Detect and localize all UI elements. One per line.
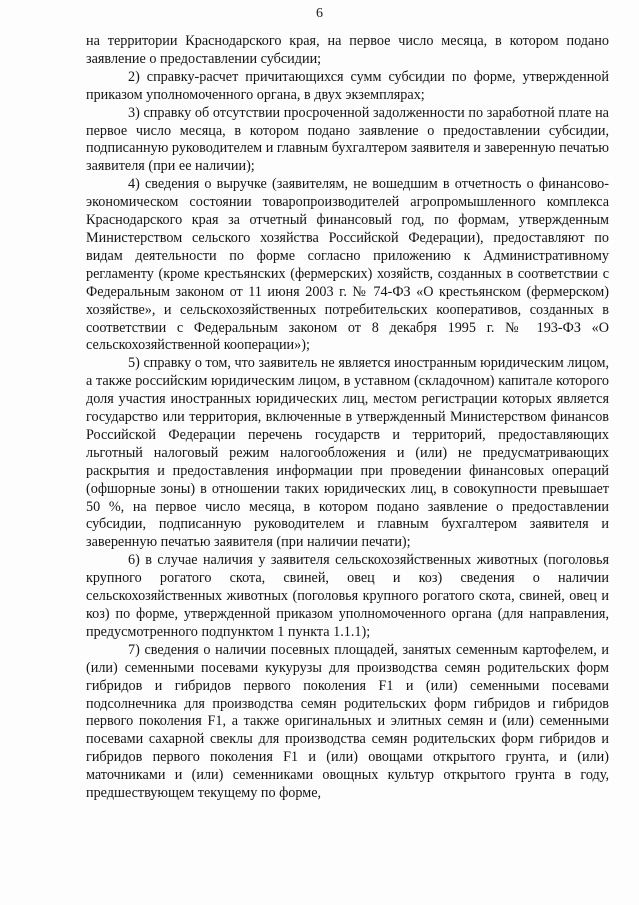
paragraph-item-4: 4) сведения о выручке (заявителям, не вошедшим в отчетность о финансово-экономическом состоянии товаропроизводителей агропромышленного комплекса Краснодарского края за отчетный финансовый год, по формам, утвержденным Министерством сельского хозяйства Российской Федерации), предоставляют по видам деятельности по форме согласно приложению к Административному регламенту (кроме крестьянских (фермерских) хозяйств, созданных в соответствии с Федеральным законом от 11 июня 2003 г. № 74-ФЗ «О крестьянском (фермерском) хозяйстве», и сельскохозяйственных потребительских кооперативов, созданных в соответствии с Федеральным законом от 8 декабря 1995 г. № 193-ФЗ «О сельскохозяйственной кооперации»); xyxy=(86,176,609,354)
paragraph-item-3: 3) справку об отсутствии просроченной задолженности по заработной плате на первое число месяца, в котором подано заявление о предоставлении субсидии, подписанную руководителем и главным бухгалтером заявителя и заверенную печатью заявителя (при ее наличии); xyxy=(86,104,609,175)
page-number: 6 xyxy=(316,6,323,21)
paragraph-item-7: 7) сведения о наличии посевных площадей, занятых семенным картофелем, и (или) семенными посевами кукурузы для производства семян родительских форм гибридов и гибридов первого поколения F1 и (или) семенными посевами подсолнечника для производства семян родительских форм гибридов и гибридов первого поколения F1, а также оригинальных и элитных семян и (или) семенными посевами сахарной свеклы для производства семян родительских форм гибридов и гибридов первого поколения F1 и (или) овощами открытого грунта, и (или) маточниками и (или) семенниками овощных культур открытого грунта в году, предшествующем текущему по форме, xyxy=(86,641,609,802)
document-body xyxy=(86,33,609,803)
paragraph-item-6: 6) в случае наличия у заявителя сельскохозяйственных животных (поголовья крупного рогатого скота, свиней, овец и коз) сведения о наличии сельскохозяйственных животных (поголовья крупного рогатого скота, свиней, овец и коз) по форме, утвержденной приказом уполномоченного органа (для направления, предусмотренного подпунктом 1 пункта 1.1.1); xyxy=(86,552,609,640)
paragraph-item-2: 2) справку-расчет причитающихся сумм субсидии по форме, утвержденной приказом уполномоченного органа, в двух экземплярах; xyxy=(86,68,609,103)
paragraph-item-5: 5) справку о том, что заявитель не является иностранным юридическим лицом, а также российским юридическим лицом, в уставном (складочном) капитале которого доля участия иностранных юридических лиц, местом регистрации которых является государство или территория, включенные в утвержденный Министерством финансов Российской Федерации перечень государств и территорий, предоставляющих льготный налоговый режим налогообложения и (или) не предусматривающих раскрытия и предоставления информации при проведении финансовых операций (офшорные зоны) в отношении таких юридических лиц, в совокупности превышает 50 %, на первое число месяца, в котором подано заявление о предоставлении субсидии, подписанную руководителем и главным бухгалтером заявителя и заверенную печатью заявителя (при наличии печати); xyxy=(86,355,609,551)
paragraph-continuation: на территории Краснодарского края, на первое число месяца, в котором подано заявление о предоставлении субсидии; xyxy=(86,33,609,67)
